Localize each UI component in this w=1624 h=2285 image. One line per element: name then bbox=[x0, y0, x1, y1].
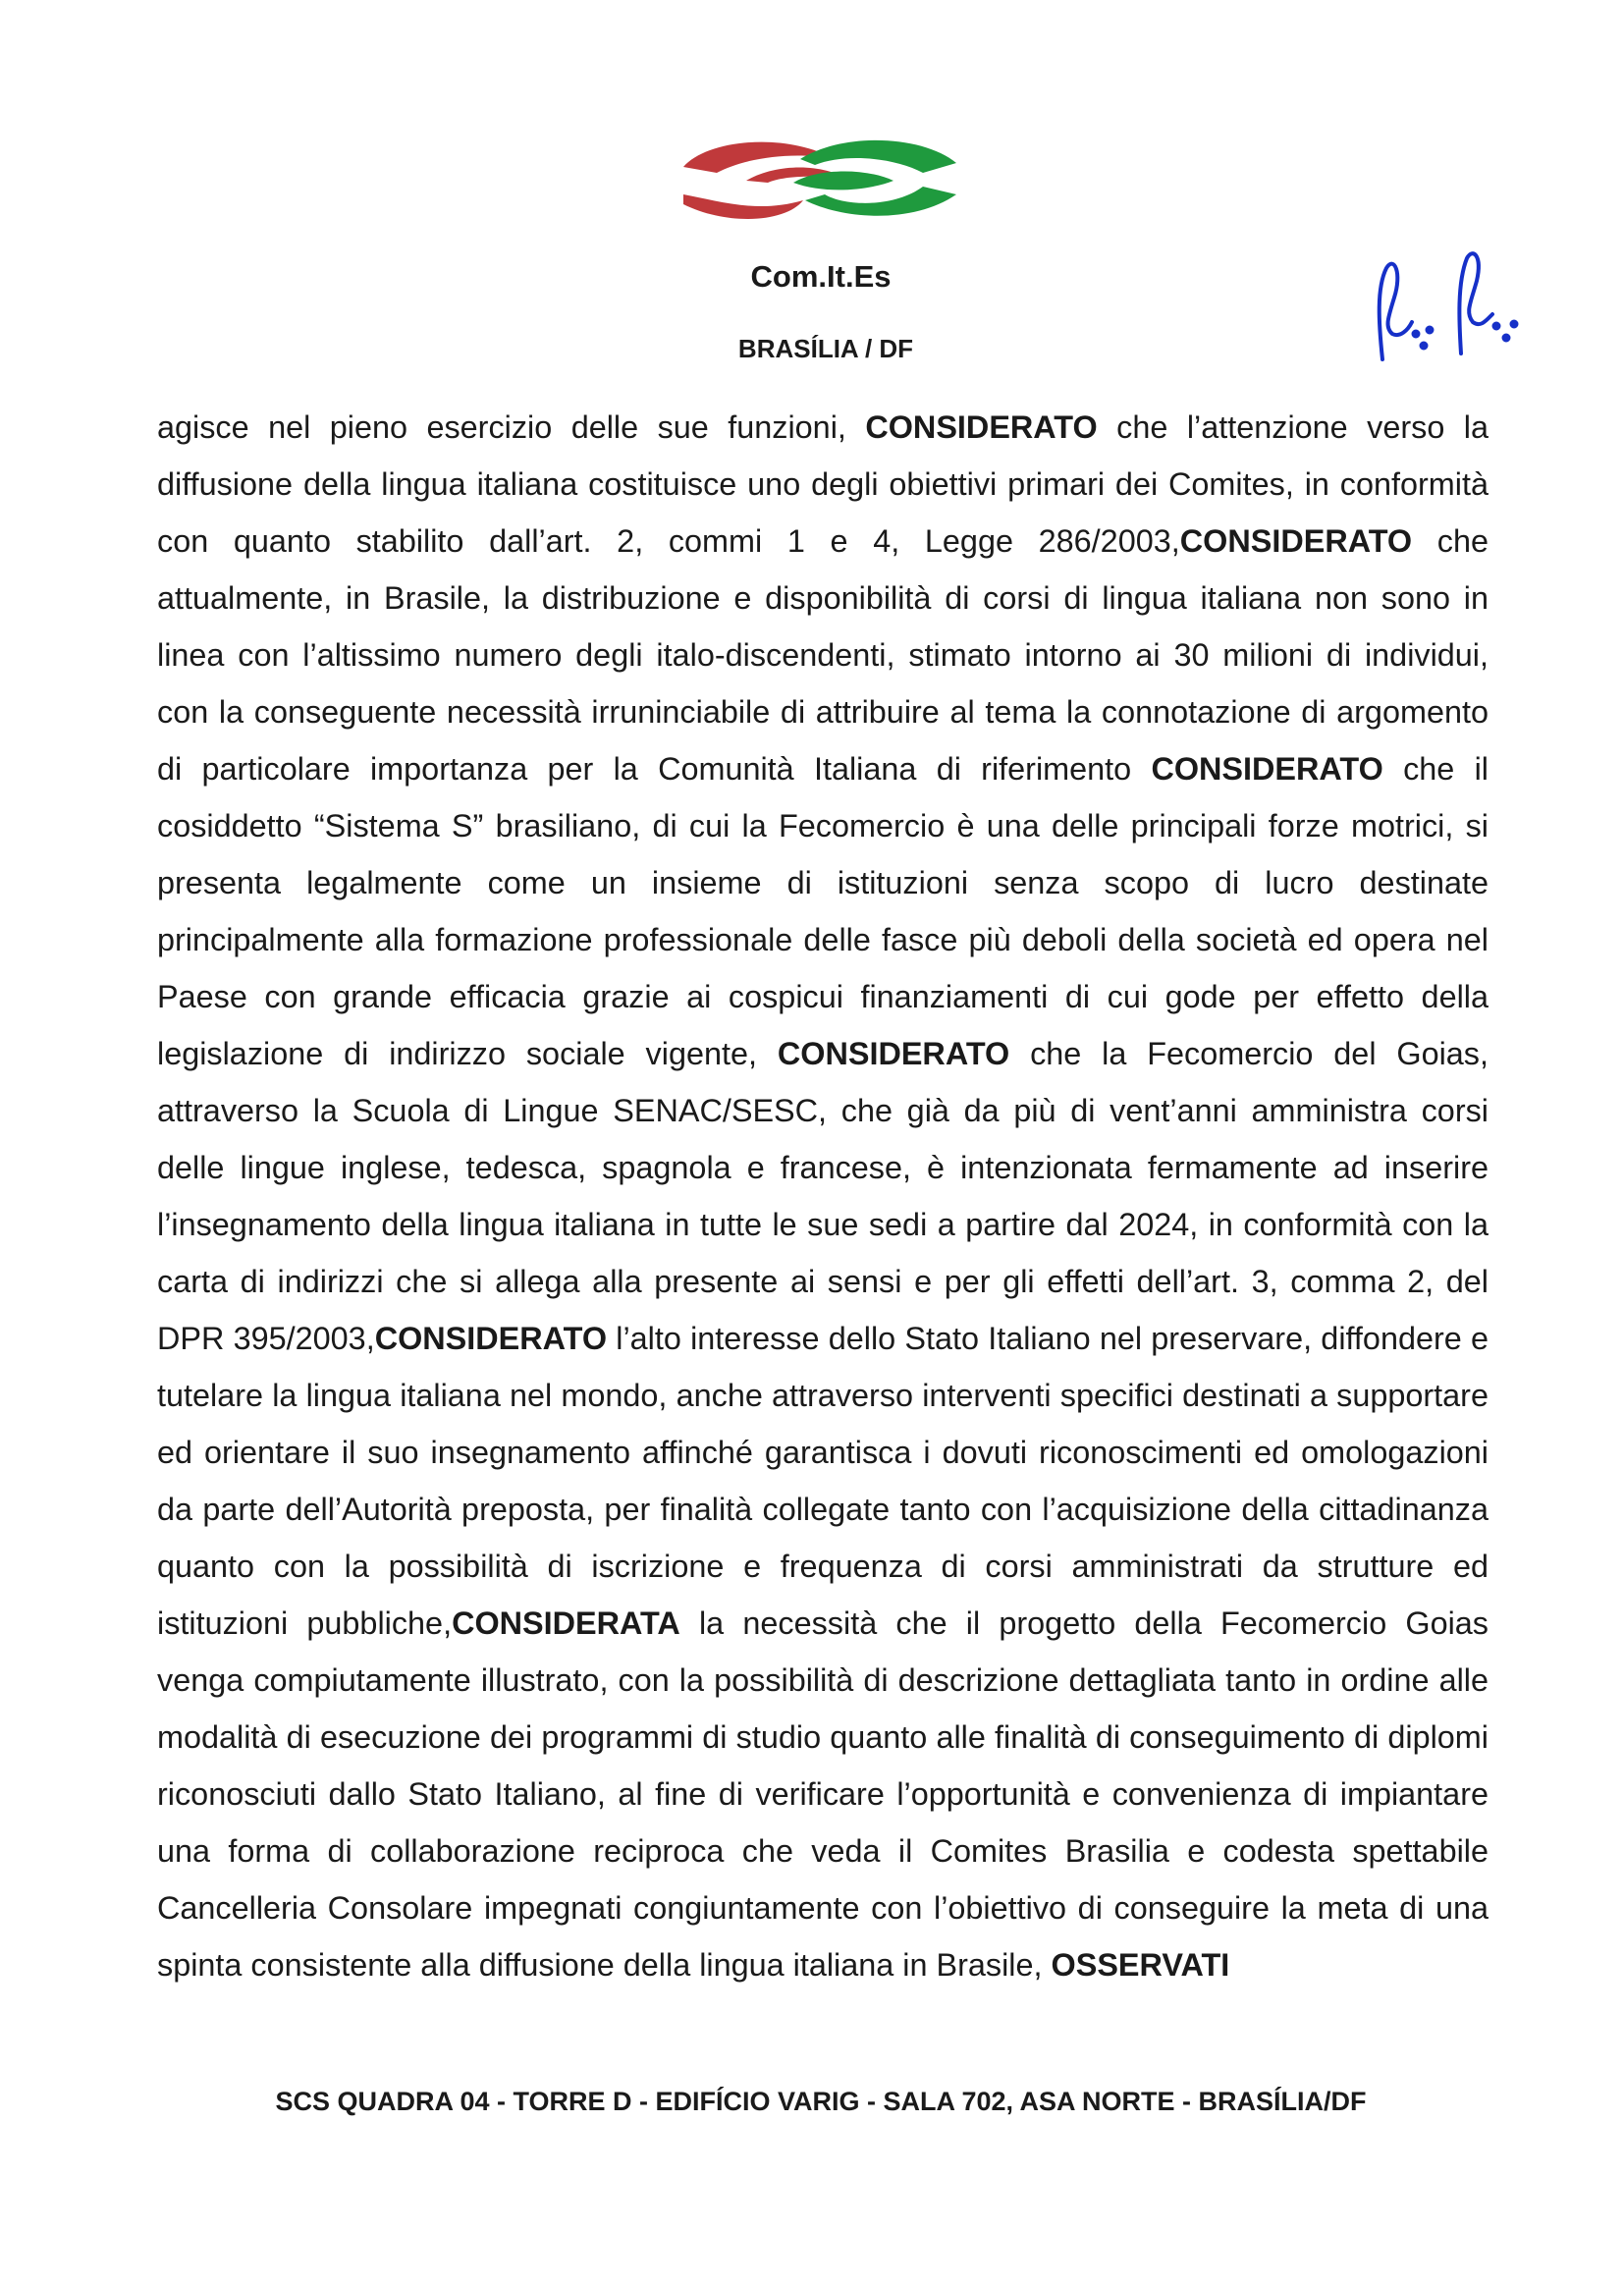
logo-green-arc bbox=[793, 140, 956, 216]
bold-keyword: CONSIDERATO bbox=[374, 1321, 608, 1356]
bold-keyword: CONSIDERATO bbox=[1151, 751, 1383, 787]
bold-keyword: CONSIDERATO bbox=[1179, 523, 1413, 559]
body-text-segment: che l’attenzione verso la diffusione della lingua italiana costituisce uno degli obiettivi primari dei Comites, in conformità con quanto stabilito dall’art. 2, commi 1 e 4, Legge 286/2003, bbox=[157, 409, 1489, 559]
body-text-segment: che il cosiddetto “Sistema S” brasiliano, di cui la Fecomercio è una delle principali forze motrici, si presenta legalmente come un insieme di istituzioni senza scopo di lucro destinate principalmente alla formazione professionale delle fasce più deboli della società ed opera nel Paese con grande efficacia grazie ai cospicui finanziamenti di cui gode per effetto della legislazione di indirizzo sociale vigente, bbox=[157, 751, 1489, 1071]
bold-keyword: OSSERVATI bbox=[1051, 1947, 1230, 1983]
footer-address: SCS QUADRA 04 - TORRE D - EDIFÍCIO VARIG - SALA 702, ASA NORTE - BRASÍLIA/DF bbox=[275, 2087, 1367, 2116]
comites-logo bbox=[677, 130, 962, 228]
bold-keyword: CONSIDERATA bbox=[452, 1605, 680, 1641]
body-text-segment: l’alto interesse dello Stato Italiano nel preservare, diffondere e tutelare la lingua italiana nel mondo, anche attraverso interventi specifici destinati a supportare ed orientare il suo insegnamento affinché garantisca i dovuti riconoscimenti ed omologazioni da parte dell’Autorità preposta, per finalità collegate tanto con l’acquisizione della cittadinanza quanto con la possibilità di iscrizione e frequenza di corsi amministrati da strutture ed istituzioni pubbliche, bbox=[157, 1321, 1489, 1641]
bold-keyword: CONSIDERATO bbox=[777, 1036, 1010, 1071]
letter-body bbox=[157, 399, 1489, 1993]
body-text-segment: agisce nel pieno esercizio delle sue funzioni, bbox=[157, 409, 866, 445]
body-text-segment: che la Fecomercio del Goias, attraverso la Scuola di Lingue SENAC/SESC, che già da più di vent’anni amministra corsi delle lingue inglese, tedesca, spagnola e francese, è intenzionata fermamente ad inserire l’insegnamento della lingua italiana in tutte le sue sedi a partire dal 2024, in conformità con la carta di indirizzi che si allega alla presente ai sensi e per gli effetti dell’art. 3, comma 2, del DPR 395/2003, bbox=[157, 1036, 1489, 1356]
body-text-segment: che attualmente, in Brasile, la distribuzione e disponibilità di corsi di lingua italiana non sono in linea con l’altissimo numero degli italo-discendenti, stimato intorno ai 30 milioni di individui, con la conseguente necessità irruninciabile di attribuire al tema la connotazione di argomento di particolare importanza per la Comunità Italiana di riferimento bbox=[157, 523, 1489, 787]
organization-city: BRASÍLIA / DF bbox=[737, 334, 914, 363]
bold-keyword: CONSIDERATO bbox=[865, 409, 1098, 445]
body-text-segment: la necessità che il progetto della Fecomercio Goias venga compiutamente illustrato, con la possibilità di descrizione dettagliata tanto in ordine alle modalità di esecuzione dei programmi di studio quanto alle finalità di conseguimento di diplomi riconosciuti dallo Stato Italiano, al fine di verificare l’opportunità e convenienza di impiantare una forma di collaborazione reciproca che veda il Comites Brasilia e codesta spettabile Cancelleria Consolare impegnati congiuntamente con l’obiettivo di conseguire la meta di una spinta consistente alla diffusione della lingua italiana in Brasile, bbox=[157, 1605, 1489, 1983]
organization-name: Com.It.Es bbox=[750, 259, 892, 294]
signature bbox=[1365, 244, 1542, 371]
